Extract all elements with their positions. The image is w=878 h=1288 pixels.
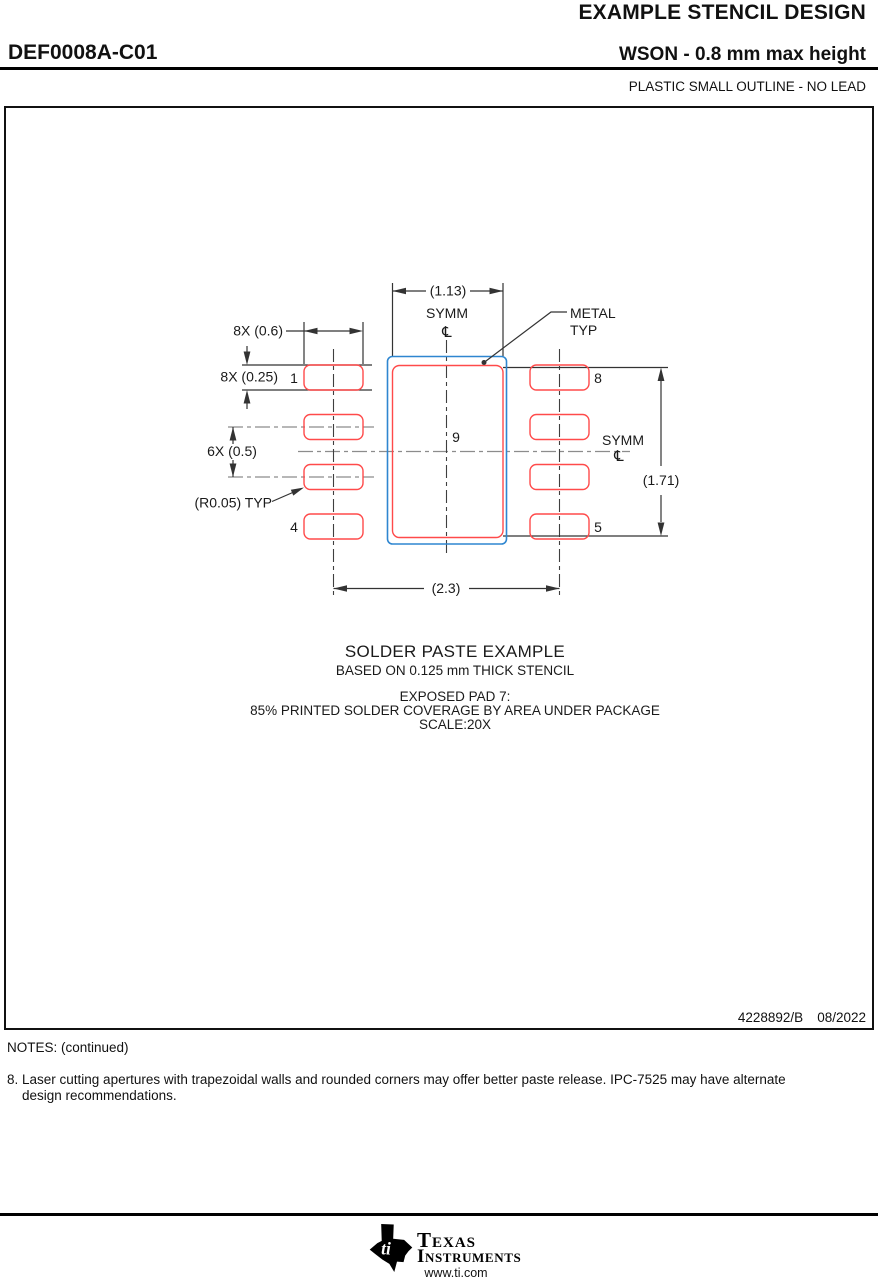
symm-top-label: SYMM (426, 305, 468, 321)
arrowhead (244, 352, 251, 366)
caption-title: SOLDER PASTE EXAMPLE (344, 642, 566, 661)
dim-corner-radius-label: (R0.05) TYP (194, 494, 272, 511)
doc-number: 4228892/B (737, 1010, 804, 1025)
caption-scale: SCALE:20X (418, 717, 492, 732)
texas-state-icon (369, 1224, 413, 1272)
dim-radius-leader (272, 492, 295, 502)
arrowhead (334, 585, 348, 592)
caption-exposed-pad: EXPOSED PAD 7: (399, 689, 511, 704)
part-number: DEF0008A-C01 (8, 41, 158, 64)
caption-subtitle: BASED ON 0.125 mm THICK STENCIL (335, 663, 575, 678)
arrowhead (304, 328, 318, 335)
dim-pad9-height-label: (1.71) (642, 472, 680, 488)
caption-coverage: 85% PRINTED SOLDER COVERAGE BY AREA UNDER PACKAGE (250, 703, 660, 718)
pin-label-4: 4 (290, 519, 298, 535)
arrowhead (393, 288, 407, 295)
pad-label-9: 9 (452, 429, 460, 445)
brand-instruments: Instruments (417, 1246, 522, 1267)
brand-texas: Texas (417, 1228, 477, 1252)
metal-leader-dot (482, 360, 487, 365)
arrowhead (230, 427, 237, 441)
doc-number-line (738, 1010, 866, 1025)
note-8-line1: 8. Laser cutting apertures with trapezoidal walls and rounded corners may offer better paste release. IPC-7525 may have alternate (7, 1072, 786, 1087)
dim-outer-span-label: (2.3) (431, 580, 461, 596)
arrowhead (658, 523, 665, 537)
caption-block (155, 642, 755, 732)
centerline-symbol-right: ℄ (614, 447, 624, 465)
doc-date: 08/2022 (817, 1010, 866, 1025)
page-title: EXAMPLE STENCIL DESIGN (578, 1, 866, 24)
dim-aperture-height-label: 8X (0.25) (220, 368, 278, 385)
arrowhead (244, 390, 251, 404)
centerline-symbol-top: ℄ (442, 323, 452, 341)
arrowhead (658, 368, 665, 382)
arrowhead (546, 585, 560, 592)
metal-leader (484, 312, 567, 363)
metal-label-line1: METAL (570, 305, 616, 321)
package-subheading: PLASTIC SMALL OUTLINE - NO LEAD (628, 79, 866, 94)
symm-right-label: SYMM (602, 432, 644, 448)
arrowhead (230, 464, 237, 478)
metal-label-line2: TYP (570, 322, 598, 338)
arrowhead (350, 328, 364, 335)
pin-label-1: 1 (290, 370, 298, 386)
notes-heading: NOTES: (continued) (7, 1040, 129, 1055)
dim-aperture-width-label: 8X (0.6) (233, 322, 283, 339)
package-heading: WSON - 0.8 mm max height (618, 44, 866, 65)
note-8-line2: design recommendations. (22, 1088, 177, 1103)
arrowhead (490, 288, 504, 295)
dim-pad9-width-label: (1.13) (429, 282, 467, 299)
pin-label-5: 5 (594, 519, 602, 535)
logo-ti-text: ti (381, 1238, 391, 1259)
pin-label-8: 8 (594, 370, 602, 386)
arrowhead (291, 488, 304, 496)
footer-rule (0, 1213, 878, 1216)
dim-pitch-label: 6X (0.5) (207, 443, 257, 459)
ti-url: www.ti.com (424, 1266, 488, 1280)
